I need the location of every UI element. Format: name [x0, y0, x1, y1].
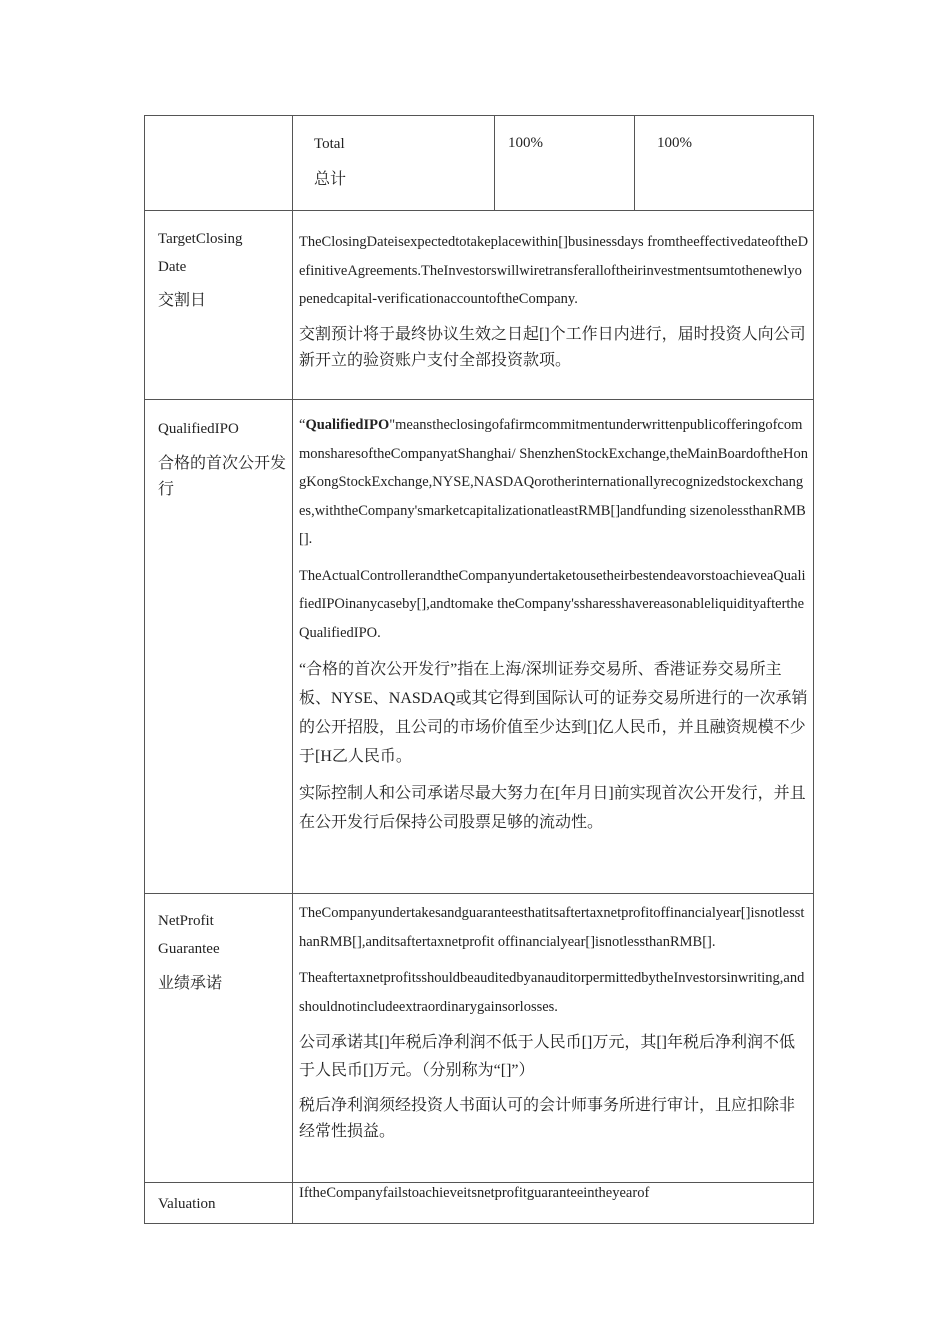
content-target-closing-date — [299, 228, 809, 374]
paragraph-en: TheClosingDateisexpectedtotakeplacewithin[]businessdays fromtheeffectivedateoftheDefinitiveAgreements.TheInvestorswillwiretransferalloftheirinvestmentsumtothenewlyopenedcapital-verificationaccountoftheCompany. — [299, 234, 809, 307]
paragraph-en: TheActualControllerandtheCompanyundertaketousetheirbestendeavorstoachieveaQualifiedIPOinanycaseby[],andtomake theCompany'ssharesshavereasonableliquidityaftertheQualifiedIPO. — [299, 567, 806, 641]
defined-term: QualifiedIPO — [305, 417, 390, 433]
paragraph-zh: 实际控制人和公司承诺尽最大努力在[年月日]前实现首次公开发行，并且在公开发行后保持公司股票足够的流动性。 — [299, 785, 806, 831]
term-target-closing-date — [158, 225, 286, 314]
term-zh: 合格的首次公开发行 — [158, 455, 287, 498]
paragraph-en: TheaftertaxnetprofitsshouldbeauditedbyanauditorpermittedbytheInvestorsinwriting,andshouldnotincludeextraordinarygainsorlosses. — [299, 970, 805, 1015]
content-qualified-ipo — [299, 411, 809, 837]
content-net-profit-guarantee — [299, 899, 809, 1145]
paragraph-zh: “合格的首次公开发行”指在上海/深圳证券交易所、香港证券交易所主板、NYSE、NASDAQ或其它得到国际认可的证券交易所进行的一次承销的公开招股，且公司的市场价值至少达到[]亿人民币，并且融资规模不少于[H乙人民币。 — [299, 661, 808, 765]
table-border-left — [144, 115, 145, 1224]
term-en-line: TargetClosing — [158, 231, 243, 247]
term-en-line: Guarantee — [158, 941, 220, 957]
row-divider — [144, 893, 814, 894]
term-en-line: NetProfit — [158, 913, 214, 929]
total-value-col3: 100% — [657, 135, 692, 151]
paragraph-zh: 税后净利润须经投资人书面认可的会计师事务所进行审计，且应扣除非经常性损益。 — [299, 1097, 796, 1140]
table-border-bottom — [144, 1223, 814, 1224]
column-divider-total-2 — [494, 115, 495, 211]
term-en: QualifiedIPO — [158, 421, 239, 437]
term-net-profit-guarantee — [158, 907, 286, 997]
open-quote: “ — [299, 417, 306, 433]
total-label-en: Total — [314, 136, 345, 152]
term-qualified-ipo — [158, 415, 286, 503]
row-divider — [144, 210, 814, 211]
content-valuation: IftheCompanyfailstoachieveitsnetprofitguaranteeintheyearof — [299, 1185, 650, 1201]
row-divider — [144, 399, 814, 400]
table-border-right — [813, 115, 814, 1224]
paragraph-zh: 公司承诺其[]年税后净利润不低于人民币[]万元，其[]年税后净利润不低于人民币[]万元。（分别称为“[]”） — [299, 1034, 795, 1079]
column-divider — [292, 115, 293, 1224]
definition-text: "meanstheclosingofafirmcommitmentunderwrittenpublicofferingofcommonsharesoftheCompanyatShanghai/ ShenzhenStockExchange,theMainBoardoftheHongKongStockExchange,NYSE,NASDAQorotherinternationallyrecognizedstockexchanges,withtheCompany'smarketcapitalizationatleastRMB[]andfunding sizenolessthanRMB[]. — [299, 417, 808, 547]
term-zh: 交割日 — [158, 292, 207, 309]
paragraph-en-definition — [299, 411, 809, 554]
paragraph-en: TheCompanyundertakesandguaranteesthatitsaftertaxnetprofitoffinancialyear[]isnotlessthanRMB[],anditsaftertaxnetprofit offinancialyear[]isnotlessthanRMB[]. — [299, 905, 805, 950]
term-valuation: Valuation — [158, 1196, 216, 1212]
term-en-line: Date — [158, 259, 187, 275]
total-label-cell — [314, 130, 484, 193]
paragraph-zh: 交割预计将于最终协议生效之日起[]个工作日内进行，届时投资人向公司新开立的验资账户支付全部投资款项。 — [299, 325, 806, 369]
total-value-col2: 100% — [508, 135, 543, 151]
column-divider-total-3 — [634, 115, 635, 211]
total-label-zh: 总计 — [314, 171, 347, 188]
term-zh: 业绩承诺 — [158, 975, 223, 992]
table-border-top — [144, 115, 814, 116]
